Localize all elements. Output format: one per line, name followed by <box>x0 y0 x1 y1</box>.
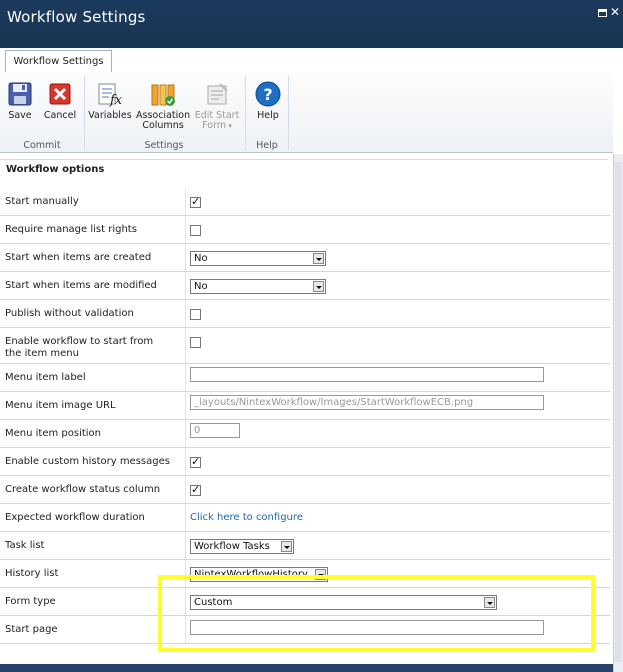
section-title: Workflow options <box>6 164 105 175</box>
start-when-created-value: No <box>194 253 208 264</box>
help-icon <box>254 80 282 108</box>
publish-without-validation-label: Publish without validation <box>5 308 134 319</box>
enable-item-menu-label-line1: Enable workflow to start from <box>5 336 154 347</box>
scrollbar-thumb[interactable] <box>615 162 622 662</box>
publish-without-validation-checkbox[interactable] <box>190 309 201 320</box>
row-start-when-modified <box>0 272 610 300</box>
save-button[interactable] <box>4 80 36 121</box>
edit-form-icon <box>203 80 231 108</box>
association-columns-button[interactable] <box>136 80 190 131</box>
vertical-scrollbar[interactable] <box>613 154 623 672</box>
tab-workflow-settings[interactable]: Workflow Settings <box>5 50 112 73</box>
association-columns-label-1: Association <box>136 110 191 121</box>
menu-item-image-url-label: Menu item image URL <box>5 400 116 411</box>
svg-text:?: ? <box>263 85 273 104</box>
task-list-select[interactable] <box>190 539 294 554</box>
group-label-commit: Commit <box>23 140 61 151</box>
save-label: Save <box>8 110 32 121</box>
enable-item-menu-label-line2: the item menu <box>5 348 79 359</box>
start-when-modified-label: Start when items are modified <box>5 280 157 291</box>
enable-item-menu-checkbox[interactable] <box>190 337 201 348</box>
edit-start-form-label-1: Edit Start <box>194 110 240 121</box>
chevron-down-icon <box>313 253 324 264</box>
variables-button[interactable] <box>88 80 132 121</box>
row-publish-without-validation <box>0 300 610 328</box>
expected-duration-label: Expected workflow duration <box>5 512 145 523</box>
require-manage-list-rights-checkbox[interactable] <box>190 225 201 236</box>
menu-item-label-label: Menu item label <box>5 372 86 383</box>
save-icon <box>6 80 34 108</box>
help-label: Help <box>257 110 279 121</box>
enable-item-menu-label <box>5 336 181 360</box>
variables-label: Variables <box>88 110 132 121</box>
row-menu-item-label <box>0 364 610 392</box>
svg-text:fx: fx <box>110 93 123 108</box>
start-page-label: Start page <box>5 624 58 635</box>
menu-item-image-url-input[interactable]: _layouts/NintexWorkflow/Images/StartWorkflowECB.png <box>190 395 544 410</box>
window-title: Workflow Settings <box>7 8 146 26</box>
task-list-label: Task list <box>5 540 45 551</box>
start-when-created-label: Start when items are created <box>5 252 152 263</box>
maximize-icon[interactable] <box>598 9 607 17</box>
edit-start-form-label-2: Form <box>202 120 227 131</box>
chevron-down-icon <box>281 541 292 552</box>
separator <box>84 76 85 150</box>
start-manually-label: Start manually <box>5 196 79 207</box>
row-start-when-created <box>0 244 610 272</box>
highlight-annotation <box>158 575 595 652</box>
help-button[interactable] <box>252 80 284 121</box>
dropdown-arrow-icon: ▾ <box>226 122 232 130</box>
enable-custom-history-checkbox[interactable] <box>190 457 201 468</box>
row-task-list <box>0 532 610 560</box>
start-when-modified-value: No <box>194 281 208 292</box>
enable-custom-history-label: Enable custom history messages <box>5 456 170 467</box>
create-status-column-checkbox[interactable] <box>190 485 201 496</box>
separator <box>288 76 289 150</box>
menu-item-label-input[interactable] <box>190 367 544 382</box>
association-columns-label-2: Columns <box>142 120 184 131</box>
form-type-label: Form type <box>5 596 56 607</box>
configure-duration-link[interactable]: Click here to configure <box>190 512 303 523</box>
start-manually-checkbox[interactable] <box>190 197 201 208</box>
separator <box>245 76 246 150</box>
row-start-manually <box>0 188 610 216</box>
association-columns-icon <box>149 80 177 108</box>
row-enable-item-menu <box>0 328 610 364</box>
group-label-settings: Settings <box>144 140 184 151</box>
group-label-help: Help <box>256 140 278 151</box>
row-menu-item-image-url <box>0 392 610 420</box>
history-list-value: NintexWorkflowHistory <box>194 569 308 580</box>
variables-icon <box>96 80 124 108</box>
title-bar <box>0 0 623 48</box>
start-when-modified-select[interactable] <box>190 279 326 294</box>
row-expected-duration <box>0 504 610 532</box>
history-list-label: History list <box>5 568 59 579</box>
bottom-border <box>0 664 613 672</box>
row-create-status-column <box>0 476 610 504</box>
create-status-column-label: Create workflow status column <box>5 484 161 495</box>
close-icon[interactable]: ✕ <box>609 5 620 19</box>
divider <box>0 159 608 160</box>
ribbon <box>0 72 613 153</box>
cancel-label: Cancel <box>43 110 77 121</box>
require-manage-list-rights-label: Require manage list rights <box>5 224 137 235</box>
edit-start-form-button[interactable] <box>194 80 240 131</box>
task-list-value: Workflow Tasks <box>194 541 270 552</box>
menu-item-position-label: Menu item position <box>5 428 102 439</box>
chevron-down-icon <box>313 281 324 292</box>
cancel-icon <box>46 80 74 108</box>
start-when-created-select[interactable] <box>190 251 326 266</box>
row-menu-item-position <box>0 420 610 448</box>
menu-item-position-input[interactable]: 0 <box>190 423 240 438</box>
cancel-button[interactable] <box>42 80 78 121</box>
row-require-manage-list-rights <box>0 216 610 244</box>
form-type-value: Custom <box>194 597 233 608</box>
row-enable-custom-history <box>0 448 610 476</box>
